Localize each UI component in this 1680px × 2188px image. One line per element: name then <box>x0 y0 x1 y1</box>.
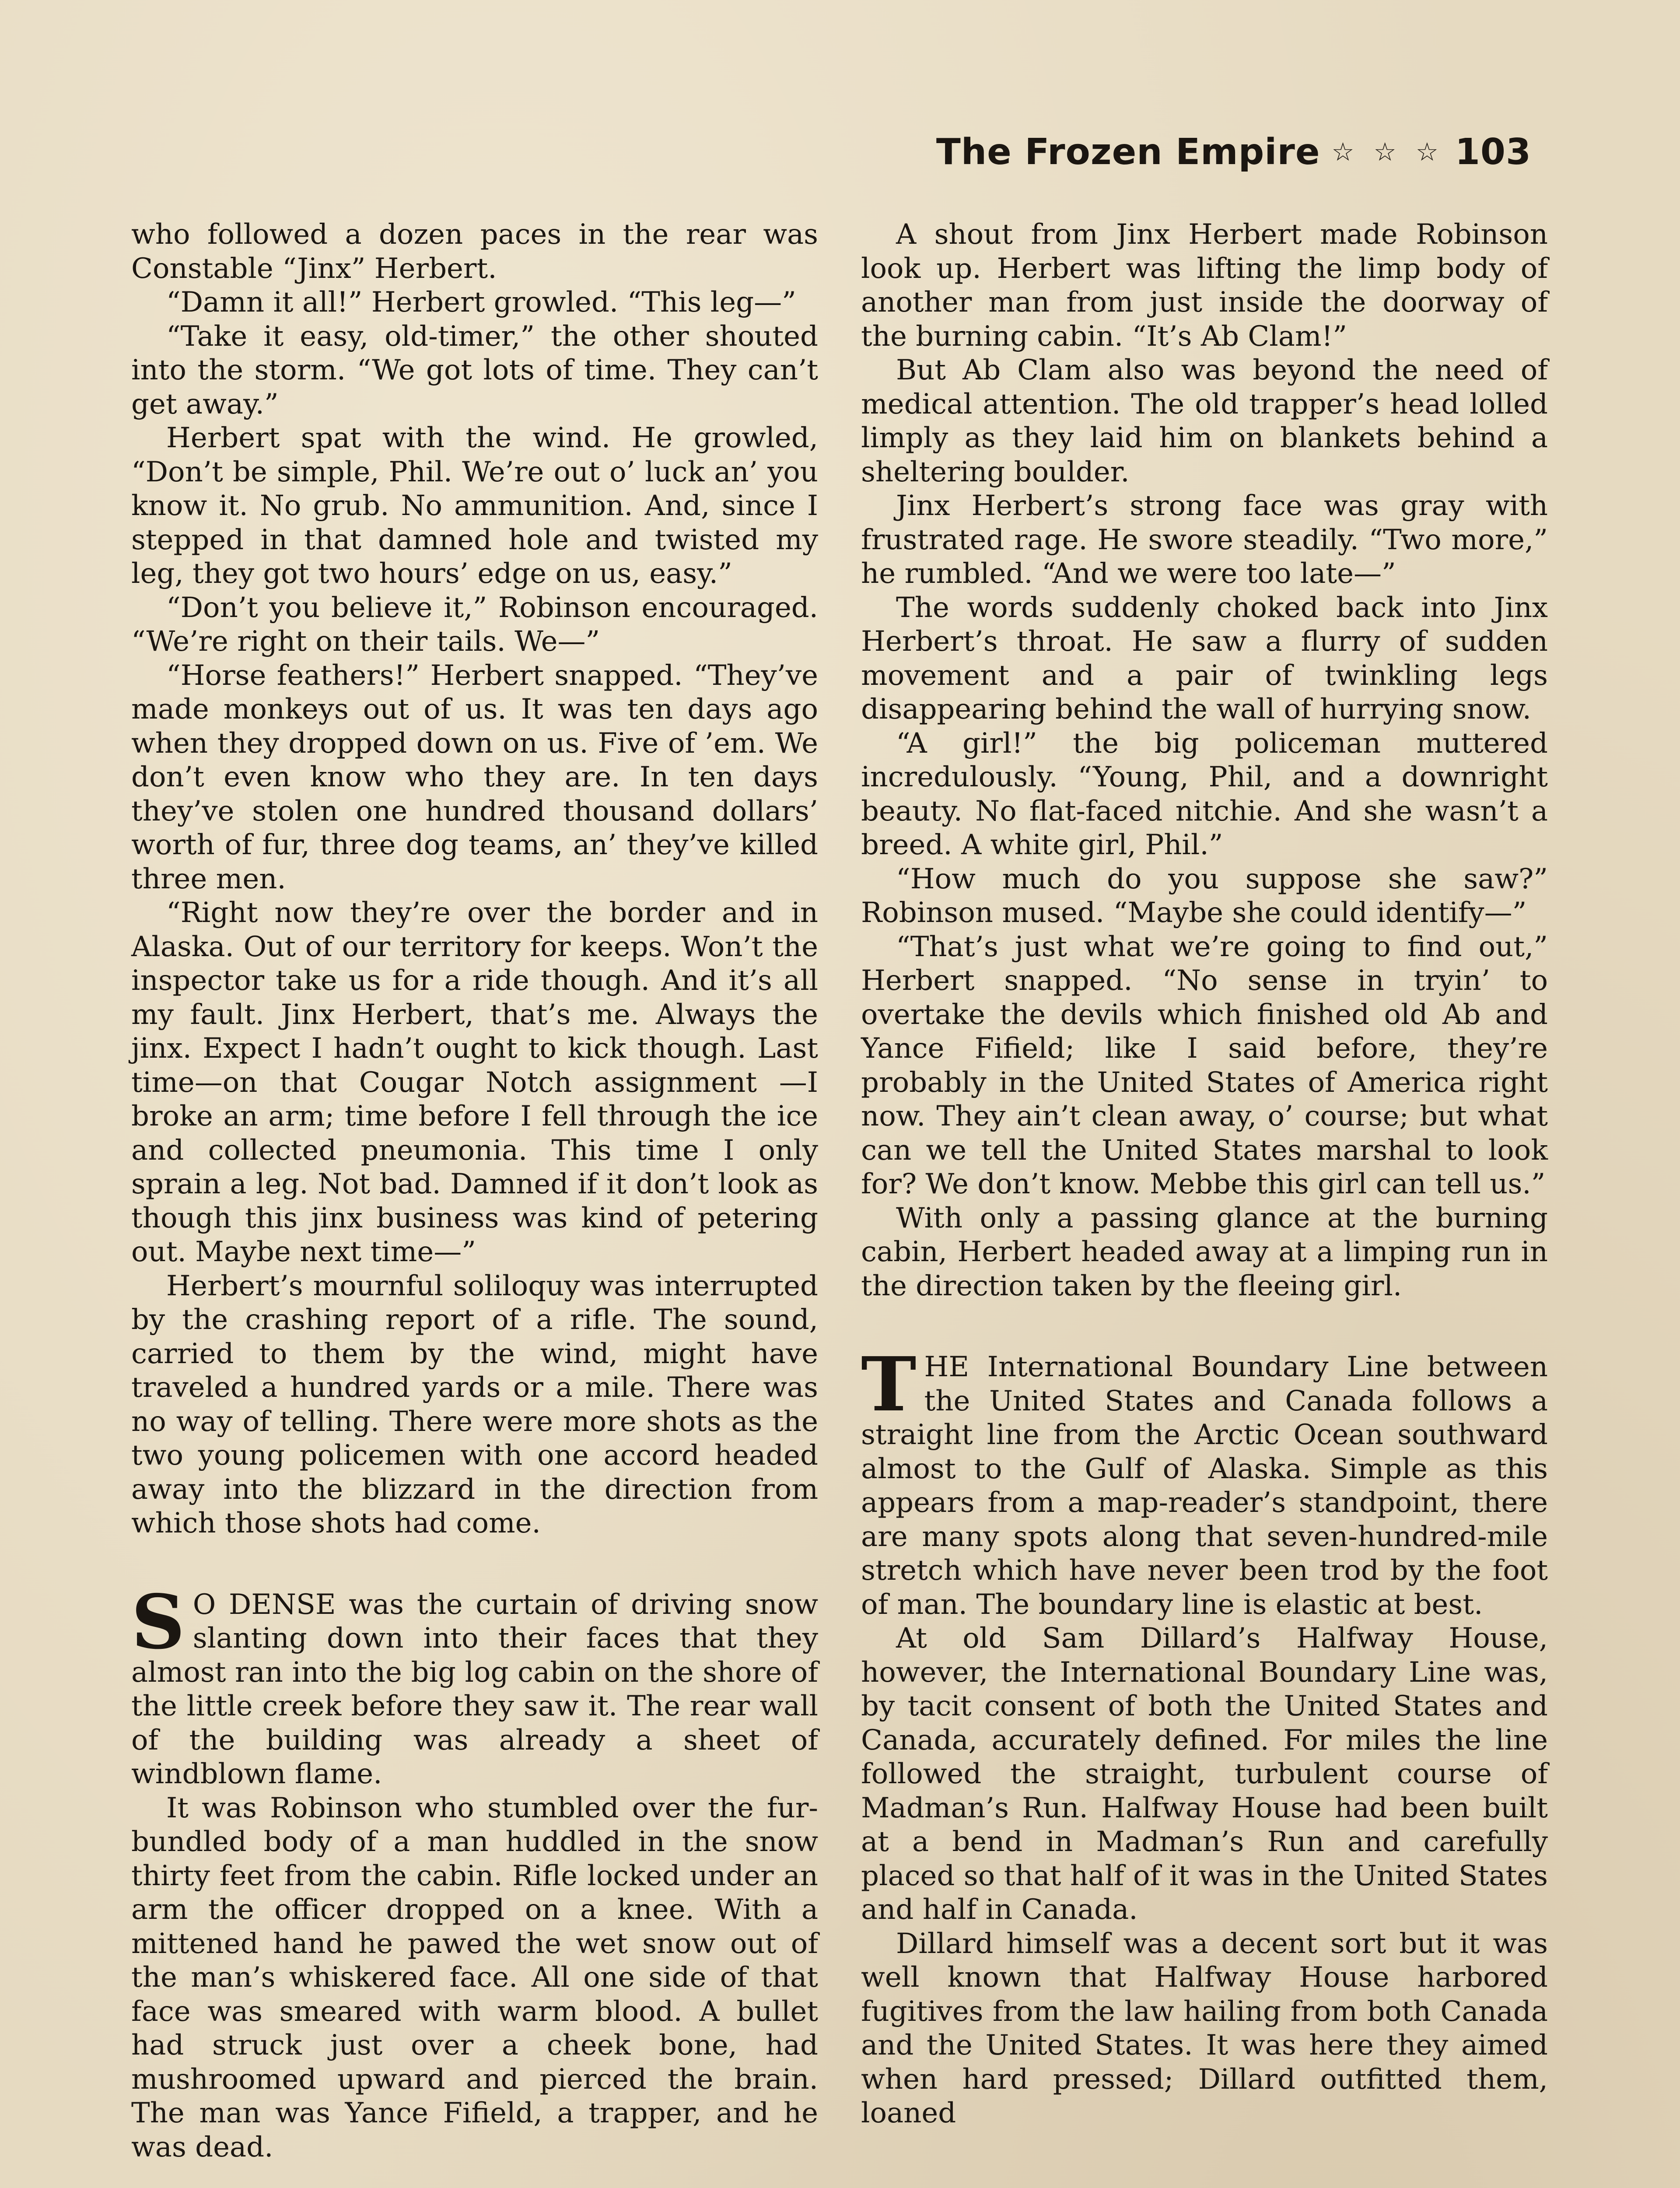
section-opening-paragraph <box>861 1341 1548 1622</box>
paragraph: who followed a dozen paces in the rear was Constable “Jinx” Herbert. <box>131 218 818 285</box>
paragraph: “Horse feathers!” Herbert snapped. “They’ve made monkeys out of us. It was ten days ago when they dropped down on us. Five of ’em. We don’t even know who they are. In ten days they’ve stolen one hundred thousand dollars’ worth of fur, three dog teams, an’ they’ve killed three men. <box>131 659 818 895</box>
paragraph: Herbert spat with the wind. He growled, “Don’t be simple, Phil. We’re out o’ luck an’ you know it. No grub. No ammunition. And, since I stepped in that damned hole and twisted my leg, they got two hours’ edge on us, easy.” <box>131 422 818 590</box>
paragraph: Herbert’s mournful soliloquy was interrupted by the crashing report of a rifle. The sound, carried to them by the wind, might have traveled a hundred yards or a mile. There was no way of telling. There were more shots as the two young policemen with one accord headed away into the blizzard in the direction from which those shots had come. <box>131 1269 818 1539</box>
section-opening-paragraph <box>131 1578 818 1792</box>
paragraph: “Damn it all!” Herbert growled. “This leg—” <box>166 286 796 319</box>
paragraph: A shout from Jinx Herbert made Robinson look up. Herbert was lifting the limp body of another man from just inside the doorway of the burning cabin. “It’s Ab Clam!” <box>861 218 1548 353</box>
section-opening-text: HE International Boundary Line between the United States and Canada follows a straight line from the Arctic Ocean southward almost to the Gulf of Alaska. Simple as this appears from a map-reader’s standpoint, there are many spots along that seven-hundred-mile stretch which have never been trod by the foot of man. The boundary line is elastic at best. <box>861 1351 1548 1621</box>
paragraph: Dillard himself was a decent sort but it was well known that Halfway House harbored fugitives from the law hailing from both Canada and the United States. It was here they aimed when hard pressed; Dillard outfitted them, loaned <box>861 1927 1548 2129</box>
running-title: The Frozen Empire <box>936 131 1320 173</box>
paragraph: But Ab Clam also was beyond the need of medical attention. The old trapper’s head lolled limply as they laid him on blankets behind a sheltering boulder. <box>861 354 1548 488</box>
paragraph: “That’s just what we’re going to find out,” Herbert snapped. “No sense in tryin’ to overtake the devils which finished old Ab and Yance Fifield; like I said before, they’re probably in the United States of America right now. They ain’t clean away, o’ course; but what can we tell the United States marshal to look for? We don’t know. Mebbe this girl can tell us.” <box>861 930 1548 1200</box>
paragraph: With only a passing glance at the burning cabin, Herbert headed away at a limping run in the direction taken by the fleeing girl. <box>861 1202 1548 1302</box>
left-column <box>131 218 818 2164</box>
paragraph: The words suddenly choked back into Jinx Herbert’s throat. He saw a flurry of sudden movement and a pair of twinkling legs disappearing behind the wall of hurrying snow. <box>861 591 1548 726</box>
running-head <box>936 131 1531 173</box>
paragraph: Jinx Herbert’s strong face was gray with frustrated rage. He swore steadily. “Two more,” he rumbled. “And we were too late—” <box>861 490 1548 590</box>
page-number: 103 <box>1455 131 1531 173</box>
section-opening-text: O DENSE was the curtain of driving snow slanting down into their faces that they almost ran into the big log cabin on the shore of the little creek before they saw it. The rear wall of the building was already a sheet of windblown flame. <box>131 1588 818 1790</box>
paragraph: It was Robinson who stumbled over the fur-bundled body of a man huddled in the snow thirty feet from the cabin. Rifle locked under an arm the officer dropped on a knee. With a mittened hand he pawed the wet snow out of the man’s whiskered face. All one side of that face was smeared with warm blood. A bullet had struck just over a cheek bone, had mushroomed upward and pierced the brain. The man was Yance Fifield, a trapper, and he was dead. <box>131 1792 818 2163</box>
drop-cap: S <box>131 1578 185 1666</box>
paragraph: “Don’t you believe it,” Robinson encouraged. “We’re right on their tails. We—” <box>131 591 818 658</box>
paragraph: “Take it easy, old-timer,” the other shouted into the storm. “We got lots of time. They can’t get away.” <box>131 320 818 421</box>
star-ornaments: ☆ ☆ ☆ <box>1331 137 1444 167</box>
drop-cap: T <box>861 1341 917 1428</box>
paragraph: “A girl!” the big policeman muttered incredulously. “Young, Phil, and a downright beauty. No flat-faced nitchie. And she wasn’t a breed. A white girl, Phil.” <box>861 727 1548 861</box>
right-column <box>861 218 1548 2131</box>
paragraph: “How much do you suppose she saw?” Robinson mused. “Maybe she could identify—” <box>861 863 1548 929</box>
paragraph: “Right now they’re over the border and in Alaska. Out of our territory for keeps. Won’t the inspector take us for a ride though. And it’s all my fault. Jinx Herbert, that’s me. Always the jinx. Expect I hadn’t ought to kick though. Last time—on that Cougar Notch assignment —I broke an arm; time before I fell through the ice and collected pneumonia. This time I only sprain a leg. Not bad. Damned if it don’t look as though this jinx business was kind of petering out. Maybe next time—” <box>131 897 818 1268</box>
paragraph: At old Sam Dillard’s Halfway House, however, the International Boundary Line was, by tacit consent of both the United States and Canada, accurately defined. For miles the line followed the straight, turbulent course of Madman’s Run. Halfway House had been built at a bend in Madman’s Run and carefully placed so that half of it was in the United States and half in Canada. <box>861 1622 1548 1926</box>
